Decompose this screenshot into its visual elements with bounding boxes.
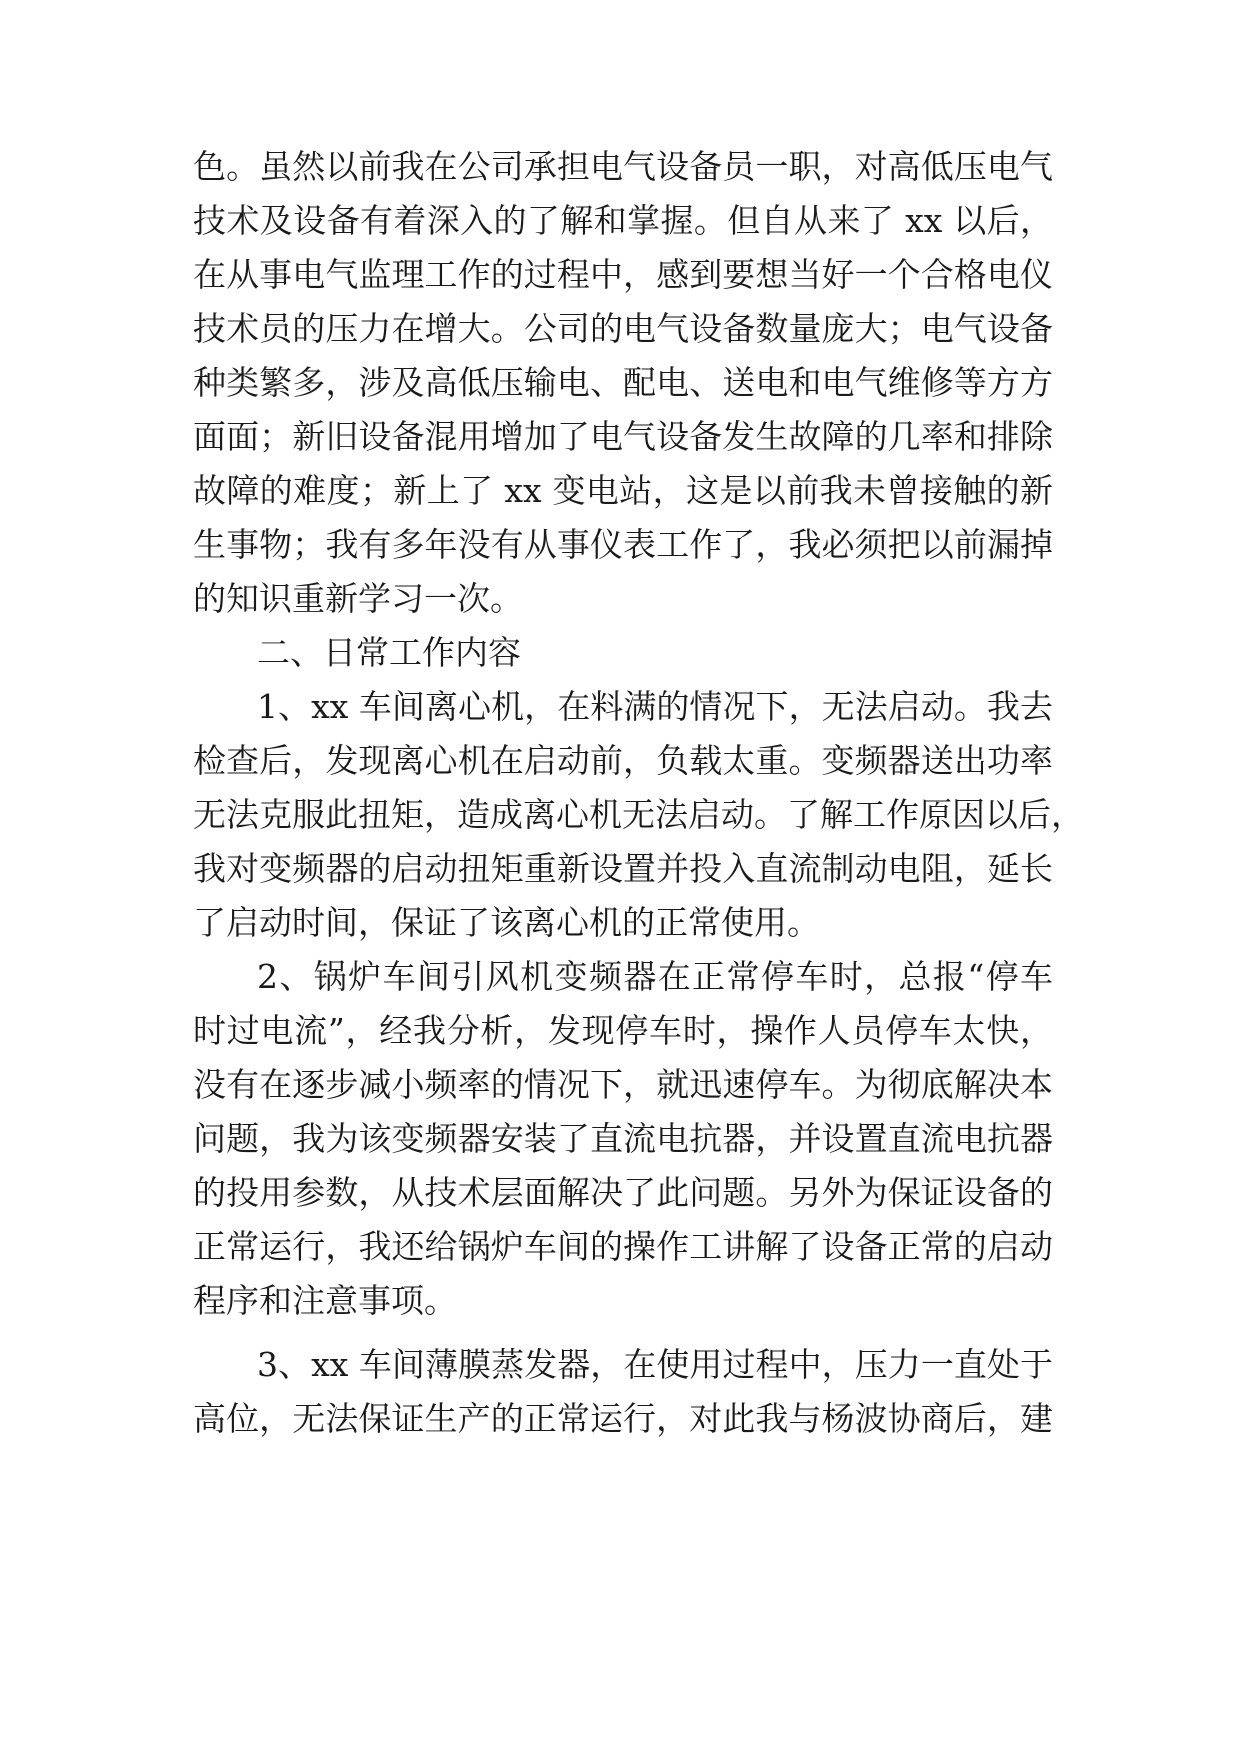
text-line: 面面；新旧设备混用增加了电气设备发生故障的几率和排除 <box>193 417 1053 456</box>
text-line: 2、锅炉车间引风机变频器在正常停车时，总报“停车 <box>257 957 1053 996</box>
text-line: 问题，我为该变频器安装了直流电抗器，并设置直流电抗器 <box>193 1119 1053 1158</box>
text-line: 的知识重新学习一次。 <box>193 579 523 618</box>
text-line: 了启动时间，保证了该离心机的正常使用。 <box>193 903 820 942</box>
text-line: 无法克服此扭矩，造成离心机无法启动。了解工作原因以后， <box>193 795 1084 834</box>
text-line: 3、xx 车间薄膜蒸发器，在使用过程中，压力一直处于 <box>257 1345 1053 1384</box>
text-line: 1、xx 车间离心机，在料满的情况下，无法启动。我去 <box>257 687 1053 726</box>
text-line: 正常运行，我还给锅炉车间的操作工讲解了设备正常的启动 <box>193 1227 1053 1266</box>
text-line: 生事物；我有多年没有从事仪表工作了，我必须把以前漏掉 <box>193 525 1053 564</box>
section-heading: 二、日常工作内容 <box>257 633 521 672</box>
text-line: 技术员的压力在增大。公司的电气设备数量庞大；电气设备 <box>193 309 1053 348</box>
text-line: 的投用参数，从技术层面解决了此问题。另外为保证设备的 <box>193 1173 1053 1212</box>
text-line: 在从事电气监理工作的过程中，感到要想当好一个合格电仪 <box>193 255 1053 294</box>
text-line: 技术及设备有着深入的了解和掌握。但自从来了 xx 以后， <box>193 201 1053 240</box>
text-line: 检查后，发现离心机在启动前，负载太重。变频器送出功率 <box>193 741 1053 780</box>
text-line: 我对变频器的启动扭矩重新设置并投入直流制动电阻，延长 <box>193 849 1053 888</box>
text-line: 时过电流”，经我分析，发现停车时，操作人员停车太快， <box>193 1011 1053 1050</box>
text-line: 故障的难度；新上了 xx 变电站，这是以前我未曾接触的新 <box>193 471 1053 510</box>
text-line: 种类繁多，涉及高低压输电、配电、送电和电气维修等方方 <box>193 363 1053 402</box>
text-line: 程序和注意事项。 <box>193 1281 457 1320</box>
text-line: 高位，无法保证生产的正常运行，对此我与杨波协商后，建 <box>193 1399 1053 1438</box>
text-line: 色。虽然以前我在公司承担电气设备员一职，对高低压电气 <box>193 147 1053 186</box>
text-line: 没有在逐步减小频率的情况下，就迅速停车。为彻底解决本 <box>193 1065 1053 1104</box>
